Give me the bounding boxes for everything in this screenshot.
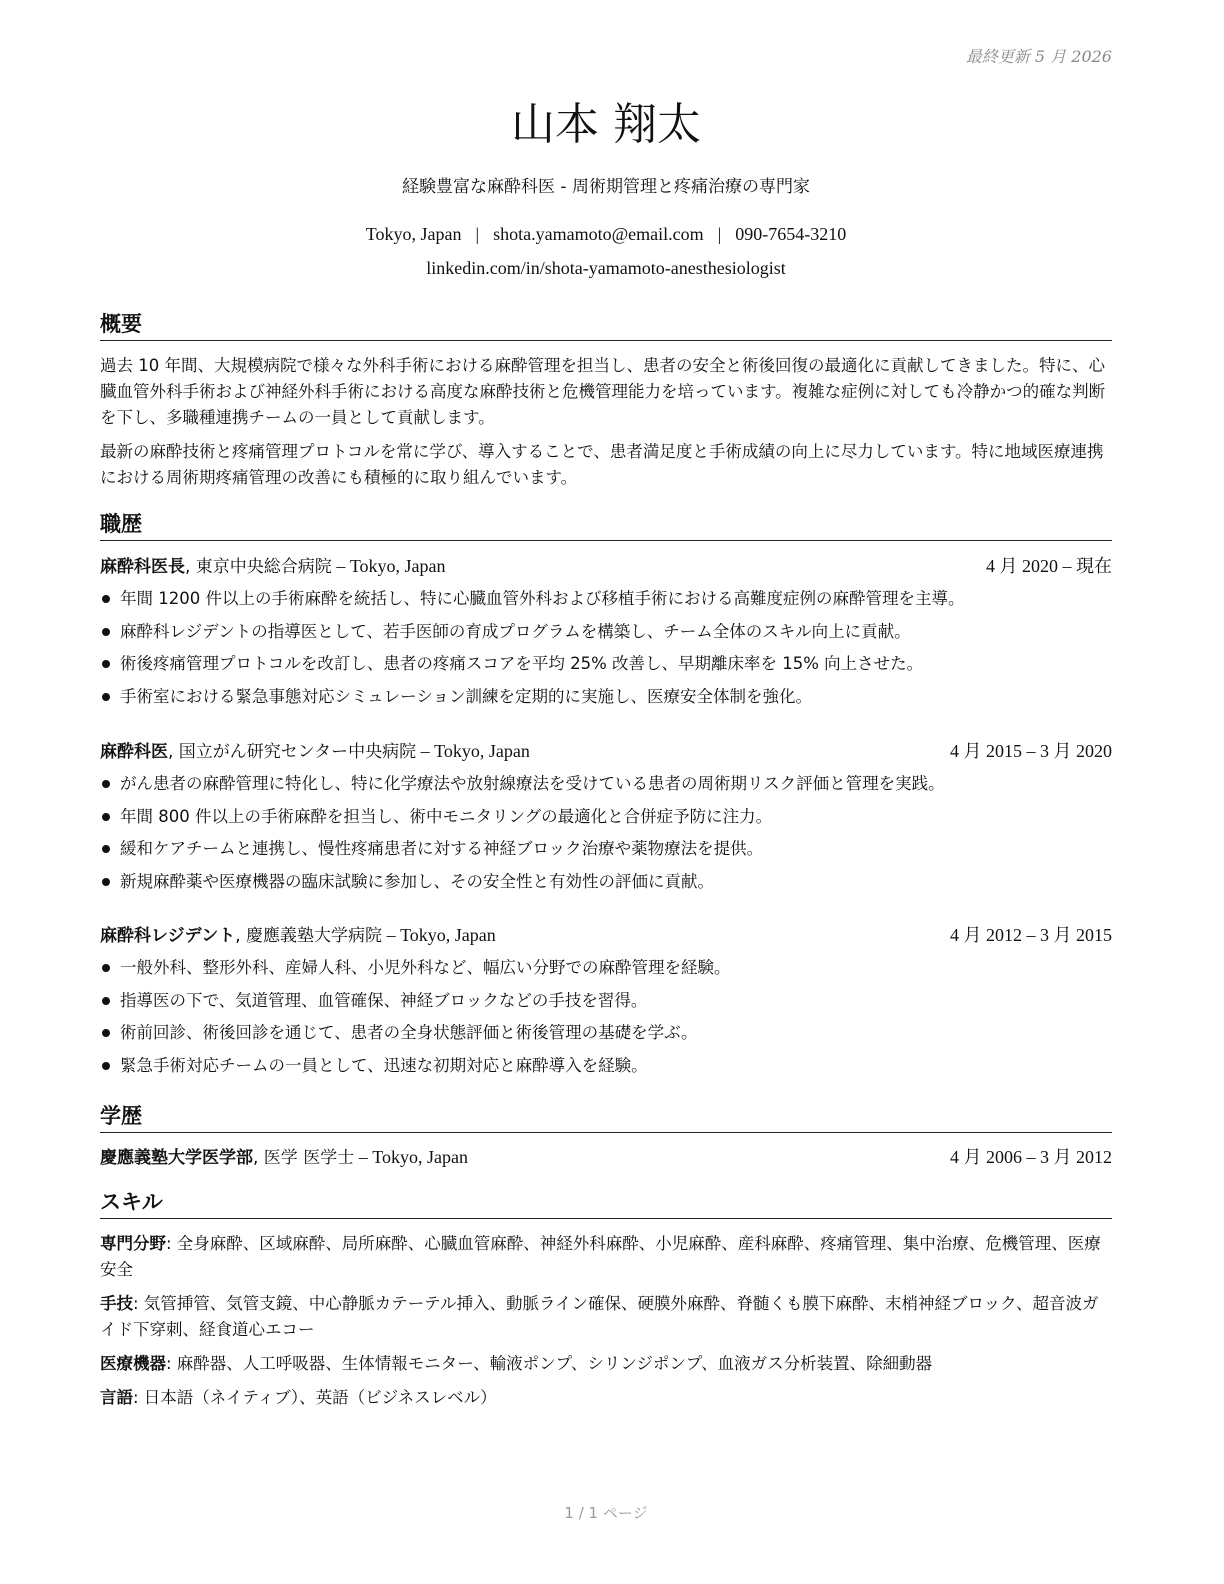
summary-section [100,308,1112,491]
phone: 090-7654-3210 [735,224,847,244]
list-item: 年間 800 件以上の手術麻酔を担当し、術中モニタリングの最適化と合併症予防に注力。 [100,801,1112,834]
job-bullets [100,768,1112,898]
list-item: 緩和ケアチームと連携し、慢性疼痛患者に対する神経ブロック治療や薬物療法を提供。 [100,833,1112,866]
last-updated: 最終更新 5 月 2026 [965,47,1112,66]
person-name: 山本 翔太 [511,99,701,150]
job-role: 麻酔科レジデント [100,926,236,946]
section-title: 学歴 [100,1100,1112,1133]
linkedin-link[interactable]: linkedin.com/in/shota-yamamoto-anesthesiologist [426,258,786,278]
job-dates: 4 月 2015 – 3 月 2020 [950,741,1112,761]
job-org: , 国立がん研究センター中央病院 [168,742,417,762]
list-item: 新規麻酔薬や医療機器の臨床試験に参加し、その安全性と有効性の評価に貢献。 [100,866,1112,899]
list-item: 術前回診、術後回診を通じて、患者の全身状態評価と術後管理の基礎を学ぶ。 [100,1017,1112,1050]
skills-section [100,1186,1112,1411]
job-bullets [100,952,1112,1082]
job-bullets [100,583,1112,713]
skill-item: 医療機器: 麻酔器、人工呼吸器、生体情報モニター、輸液ポンプ、シリンジポンプ、血液ガス分析装置、除細動器 [100,1354,933,1373]
job-dates: 4 月 2012 – 3 月 2015 [950,925,1112,945]
list-item: 年間 1200 件以上の手術麻酔を統括し、特に心臓血管外科および移植手術における高難度症例の麻酔管理を主導。 [100,583,1112,616]
page-number: 1 / 1 ページ [564,1504,648,1522]
job-header [100,923,1112,948]
section-title: 概要 [100,308,1112,341]
summary-paragraph: 最新の麻酔技術と疼痛管理プロトコルを常に学び、導入することで、患者満足度と手術成績の向上に尽力しています。特に地域医療連携における周術期疼痛管理の改善にも積極的に取り組んでいます。 [100,442,1104,487]
job-role: 麻酔科医 [100,742,168,762]
list-item: 麻酔科レジデントの指導医として、若手医師の育成プログラムを構築し、チーム全体のスキル向上に貢献。 [100,616,1112,649]
education-entry [100,1145,1112,1170]
job-role: 麻酔科医長 [100,557,185,577]
school-name: 慶應義塾大学医学部 [100,1148,253,1168]
email[interactable]: shota.yamamoto@email.com [493,224,704,244]
list-item: 緊急手術対応チームの一員として、迅速な初期対応と麻酔導入を経験。 [100,1050,1112,1083]
separator: | [475,224,480,244]
skill-item: 手技: 気管挿管、気管支鏡、中心静脈カテーテル挿入、動脈ライン確保、硬膜外麻酔、脊髄くも膜下麻酔、末梢神経ブロック、超音波ガイド下穿刺、経食道心エコー [100,1294,1099,1339]
list-item: 手術室における緊急事態対応シミュレーション訓練を定期的に実施し、医療安全体制を強化。 [100,681,1112,714]
job-org: , 東京中央総合病院 [185,557,332,577]
job-header [100,554,1112,579]
section-title: スキル [100,1186,1112,1219]
job-entry [100,554,1112,713]
experience-section [100,508,1112,541]
section-title: 職歴 [100,508,1112,541]
resume-page [100,0,1112,1584]
skill-item: 言語: 日本語（ネイティブ）、英語（ビジネスレベル） [100,1388,497,1407]
job-location: – Tokyo, Japan [331,556,446,576]
list-item: 指導医の下で、気道管理、血管確保、神経ブロックなどの手技を習得。 [100,985,1112,1018]
list-item: 術後疼痛管理プロトコルを改訂し、患者の疼痛スコアを平均 25% 改善し、早期離床率を 15% 向上させた。 [100,648,1112,681]
job-org: , 慶應義塾大学病院 [235,926,383,946]
location: Tokyo, Japan [365,224,462,244]
education-dates: 4 月 2006 – 3 月 2012 [950,1147,1112,1167]
skill-item: 専門分野: 全身麻酔、区域麻酔、局所麻酔、心臓血管麻酔、神経外科麻酔、小児麻酔、産科麻酔、疼痛管理、集中治療、危機管理、医療安全 [100,1234,1101,1279]
job-header [100,739,1112,764]
education-section [100,1100,1112,1170]
contact-line [100,224,1112,245]
job-location: – Tokyo, Japan [416,741,530,761]
job-location: – Tokyo, Japan [382,925,496,945]
list-item: がん患者の麻酔管理に特化し、特に化学療法や放射線療法を受けている患者の周術期リスク評価と管理を実践。 [100,768,1112,801]
list-item: 一般外科、整形外科、産婦人科、小児外科など、幅広い分野での麻酔管理を経験。 [100,952,1112,985]
job-entry [100,739,1112,898]
education-location: – Tokyo, Japan [354,1147,468,1167]
summary-paragraph: 過去 10 年間、大規模病院で様々な外科手術における麻酔管理を担当し、患者の安全と術後回復の最適化に貢献してきました。特に、心臓血管外科手術および神経外科手術における高度な麻酔技術と危機管理能力を培っています。複雑な症例に対しても冷静かつ的確な判断を下し、多職種連携チームの一員として貢献します。 [100,356,1106,427]
job-dates: 4 月 2020 – 現在 [986,556,1112,576]
separator: | [717,224,722,244]
tagline: 経験豊富な麻酔科医 - 周術期管理と疼痛治療の専門家 [402,177,810,197]
degree: , 医学 医学士 [253,1148,355,1168]
job-entry [100,923,1112,1082]
